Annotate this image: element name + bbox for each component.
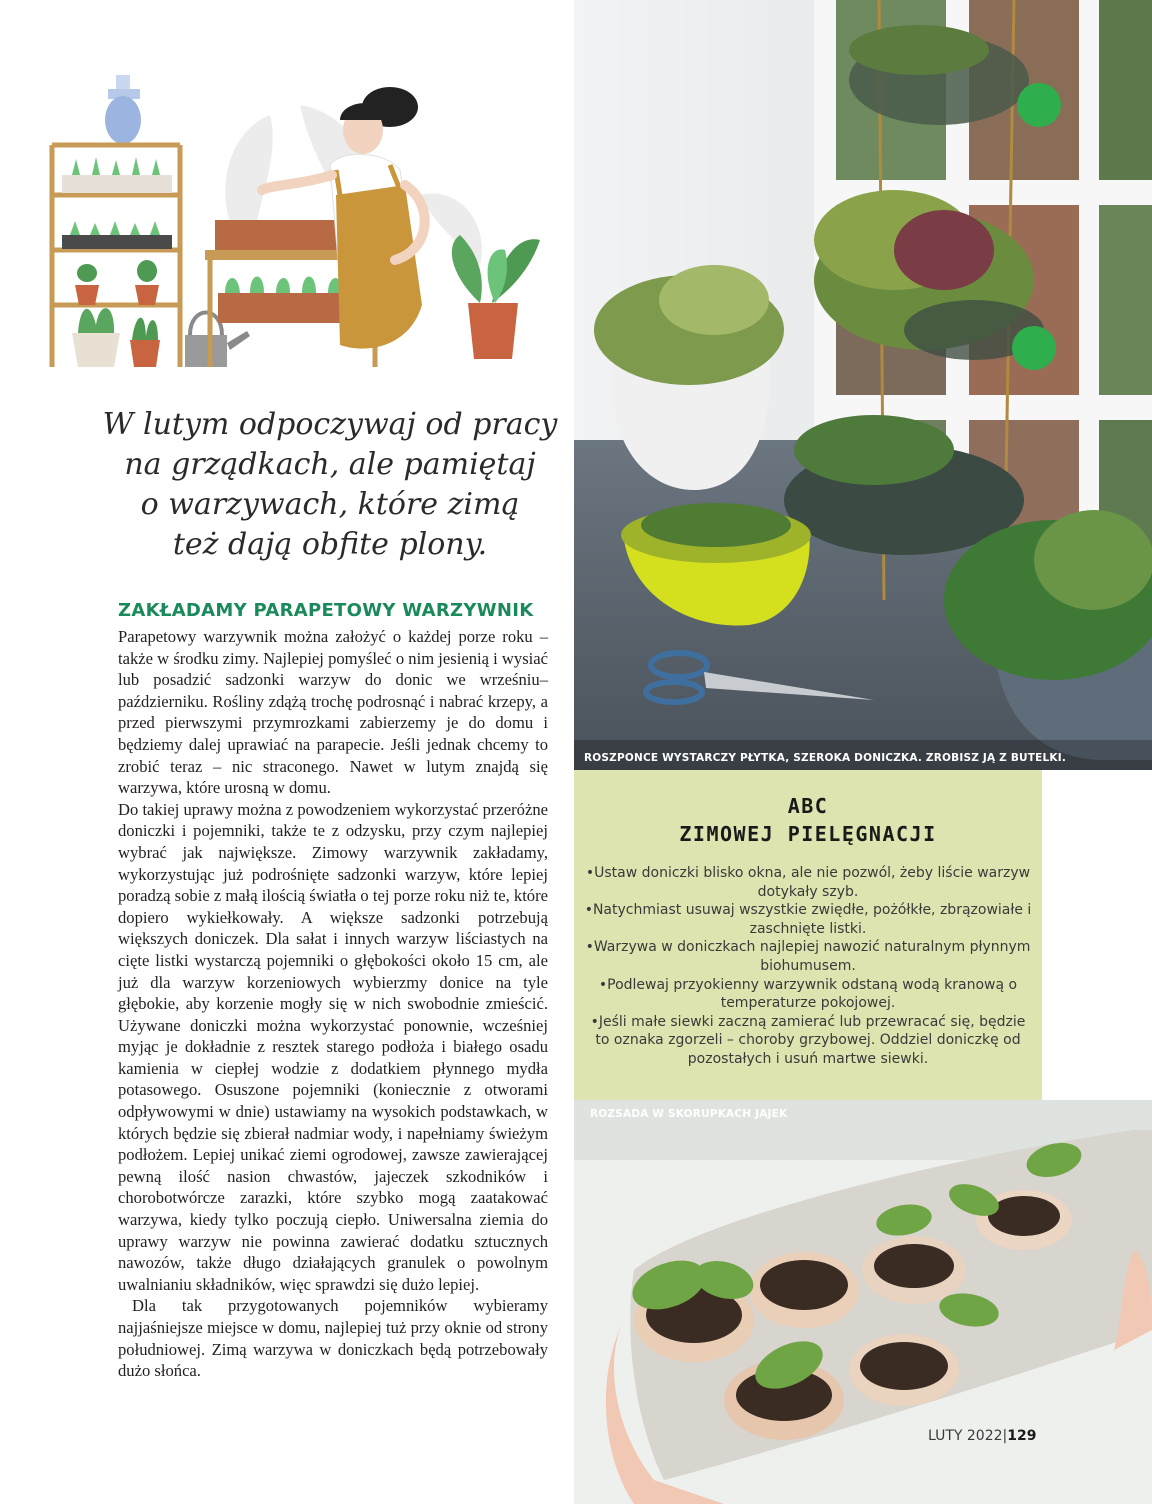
photo-caption: ROZSADA W SKORUPKACH JAJEK	[590, 1108, 788, 1120]
tip-item: •Jeśli małe siewki zaczną zamierać lub przewracać się, będzie to oznaka zgorzeli – choroby grzybowej. Oddziel doniczkę od pozostałych i usuń martwe siewki.	[590, 1013, 1026, 1067]
shelf-seedlings	[62, 157, 172, 305]
eggshell-seedlings-photo	[574, 1100, 1152, 1504]
tip-item: •Natychmiast usuwaj wszystkie zwiędłe, pożółkłe, zbrązowiałe i zaschnięte listki.	[584, 902, 1032, 937]
tips-box	[574, 770, 1042, 1100]
windowsill-garden-photo	[574, 0, 1152, 770]
article-paragraph: Dla tak przygotowanych pojemników wybieramy najjaśniejsze miejsce w domu, najlepiej tuż przy oknie od strony południowej. Zimą warzywa w doniczkach będą potrzebowały dużo słońca.	[118, 1296, 548, 1381]
pull-quote-line: o warzywach, które zimą	[140, 487, 520, 522]
article-heading: ZAKŁADAMY PARAPETOWY WARZYWNIK	[118, 600, 534, 621]
gardening-illustration	[40, 75, 540, 375]
floor-pots	[72, 308, 160, 367]
tips-title-line: ABC	[787, 794, 829, 818]
tip-item: •Podlewaj przyokienny warzywnik odstaną wodą kranową o temperaturze pokojowej.	[598, 976, 1018, 1012]
page-number: 129	[1007, 1428, 1037, 1444]
pull-quote	[100, 405, 560, 565]
photo-caption: ROSZPONCE WYSTARCZY PŁYTKA, SZEROKA DONICZKA. ZROBISZ JĄ Z BUTELKI.	[584, 752, 1067, 764]
tip-item: •Ustaw doniczki blisko okna, ale nie pozwól, żeby liście warzyw dotykały szyb.	[585, 865, 1031, 900]
tip-item: •Warzywa w doniczkach najlepiej nawozić naturalnym płynnym biohumusem.	[585, 939, 1031, 974]
large-potted-plant	[452, 235, 540, 359]
article-body	[118, 626, 548, 1382]
tips-list	[584, 864, 1032, 1069]
page-folio	[928, 1428, 1037, 1444]
spray-bottle-icon	[105, 75, 141, 144]
folio-separator: |	[1002, 1428, 1008, 1444]
pull-quote-line: też dają obfite plony.	[172, 527, 488, 562]
pull-quote-line: na grządkach, ale pamiętaj	[124, 447, 536, 482]
issue-date: LUTY 2022	[928, 1428, 1003, 1444]
article-paragraph: Do takiej uprawy można z powodzeniem wykorzystać przeróżne doniczki i pojemniki, także te z odzysku, przy czym najlepiej wybrać jak największe. Zimowy warzywnik zakładamy, wykorzystując już podrośnięte sadzonki warzyw, które lepiej poradzą sobie z małą ilością światła o tej porze roku niż te, które dopiero wykiełkowały. A większe sadzonki potrzebują większych doniczek. Dla sałat i innych warzyw liściastych na cięte listki wystarczą pojemniki o głębokości około 15 cm, ale już dla warzyw korzeniowych wybierzmy donice na tyle głębokie, aby korzenie mogły się w nich swobodnie zmieścić. Używane doniczki można wykorzystać ponownie, wcześniej myjąc je dokładnie z resztek starego podłoża i białego osadu kamienia w ciepłej wodzie z dodatkiem płynnego mydła potasowego. Osuszone pojemniki (koniecznie z otworami odpływowymi w dnie) ustawiamy na wysokich podstawkach, w których będzie się zbierał nadmiar wody, i napełniamy świeżym podłożem. Lepiej unikać ziemi ogrodowej, zawsze zawierającej pewną ilość nasion chwastów, jajeczek szkodników i chorobotwórcze zarazki, które szybko mogą zaatakować warzywa, kiedy tylko poczują ciepło. Uniwersalna ziemia do uprawy warzyw nie powinna zawierać dodatku sztucznych nawozów, także długo działających granulek o powolnym uwalnianiu składników, więc sprawdzi się dużo lepiej.	[118, 799, 548, 1294]
tips-title-line: ZIMOWEJ PIELĘGNACJI	[679, 822, 937, 846]
pull-quote-line: W lutym odpoczywaj od pracy	[102, 407, 558, 442]
tips-box-title	[574, 792, 1042, 848]
article-paragraph: Parapetowy warzywnik można założyć o każdej porze roku – także w środku zimy. Najlepiej pomyśleć o nim jesienią i wysiać lub posadzić sadzonki warzyw do donic we wrześniu–październiku. Rośliny zdążą trochę podrosnąć i nabrać krzepy, a przed pierwszymi przymrozkami zabierzemy je do domu i będziemy dalej uprawiać na parapecie. Jeśli jednak chcemy to zrobić teraz – nic straconego. Nawet w lutym znajdą się warzywa, które urosną w domu.	[118, 627, 548, 798]
